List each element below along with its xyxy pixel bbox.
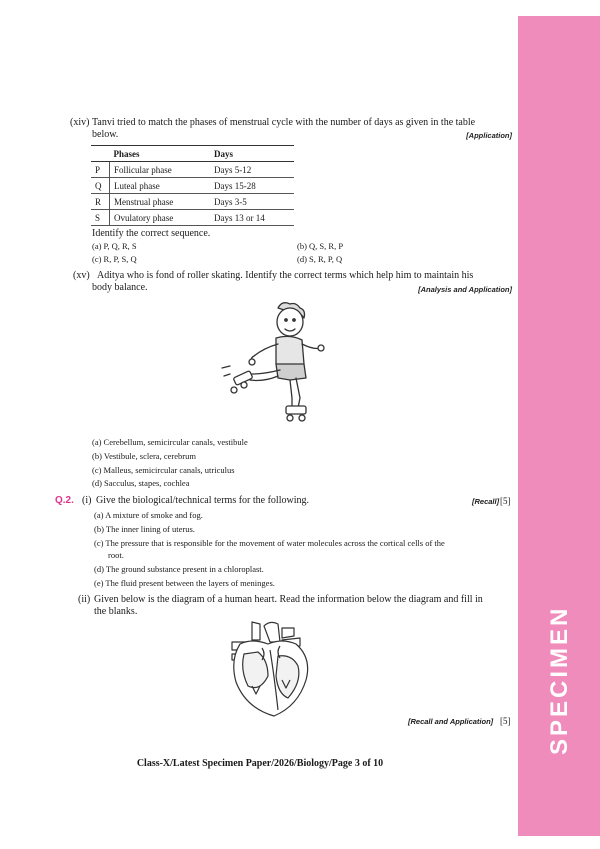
q2-number: Q.2. [55, 495, 74, 506]
q2-part2-text-line1: Given below is the diagram of a human heart. Read the information below the diagram and fill in [94, 594, 483, 605]
row-letter: Q [91, 178, 110, 194]
q2-part1-number: (i) [82, 495, 92, 506]
q14-tag: [Application] [466, 131, 512, 140]
page-footer: Class-X/Latest Specimen Paper/2026/Biology/Page 3 of 10 [136, 758, 384, 769]
row-letter: S [91, 210, 110, 226]
q14-text-line2: below. [92, 129, 119, 140]
row-letter: P [91, 162, 110, 178]
roller-skater-illustration [220, 298, 330, 433]
q2-part1-tag: [Recall] [472, 497, 500, 506]
q2-item-a: (a) A mixture of smoke and fog. [94, 510, 203, 520]
phases-table [91, 145, 294, 226]
q2-item-c-cont: root. [108, 550, 124, 560]
q14-option-a: (a) P, Q, R, S [92, 241, 137, 251]
row-phase: Follicular phase [110, 162, 211, 178]
table-row [91, 194, 294, 210]
q2-item-c: (c) The pressure that is responsible for the movement of water molecules across the cortical cells of the [94, 538, 445, 548]
q14-text-line1: Tanvi tried to match the phases of menstrual cycle with the number of days as given in the table [92, 117, 476, 128]
q14-number: (xiv) [70, 117, 90, 128]
row-days: Days 5-12 [210, 162, 294, 178]
table-header-row [91, 146, 294, 162]
row-days: Days 15-28 [210, 178, 294, 194]
q14-option-d: (d) S, R, P, Q [297, 254, 343, 264]
row-days: Days 13 or 14 [210, 210, 294, 226]
table-header-blank [91, 146, 110, 162]
specimen-label: SPECIMEN [546, 605, 573, 755]
q15-text-line1: Aditya who is fond of roller skating. Identify the correct terms which help him to maintain his [97, 270, 474, 281]
q2-part2-text-line2: the blanks. [94, 606, 138, 617]
q15-number: (xv) [73, 270, 90, 281]
q14-option-b: (b) Q, S, R, P [297, 241, 344, 251]
q15-option-b: (b) Vestibule, sclera, cerebrum [92, 451, 196, 461]
human-heart-diagram [222, 620, 322, 720]
row-phase: Menstrual phase [110, 194, 211, 210]
row-phase: Ovulatory phase [110, 210, 211, 226]
table-row [91, 210, 294, 226]
table-row [91, 162, 294, 178]
q15-text-line2: body balance. [92, 282, 148, 293]
q15-tag: [Analysis and Application] [418, 285, 512, 294]
q14-option-c: (c) R, P, S, Q [92, 254, 137, 264]
row-days: Days 3-5 [210, 194, 294, 210]
q2-part1-marks: [5] [500, 496, 511, 506]
table-header-phases: Phases [110, 146, 211, 162]
q2-part2-number: (ii) [78, 594, 91, 605]
row-phase: Luteal phase [110, 178, 211, 194]
q14-prompt: Identify the correct sequence. [92, 228, 211, 239]
q2-item-e: (e) The fluid present between the layers of meninges. [94, 578, 275, 588]
q15-option-d: (d) Sacculus, stapes, cochlea [92, 478, 190, 488]
row-letter: R [91, 194, 110, 210]
q2-part1-text: Give the biological/technical terms for the following. [96, 495, 309, 506]
q15-option-c: (c) Malleus, semicircular canals, utriculus [92, 465, 235, 475]
q2-item-d: (d) The ground substance present in a chloroplast. [94, 564, 264, 574]
q15-option-a: (a) Cerebellum, semicircular canals, vestibule [92, 437, 248, 447]
q2-part2-tag: [Recall and Application] [408, 717, 494, 726]
table-row [91, 178, 294, 194]
table-header-days: Days [210, 146, 294, 162]
q2-part2-marks: [5] [500, 716, 511, 726]
q2-item-b: (b) The inner lining of uterus. [94, 524, 195, 534]
